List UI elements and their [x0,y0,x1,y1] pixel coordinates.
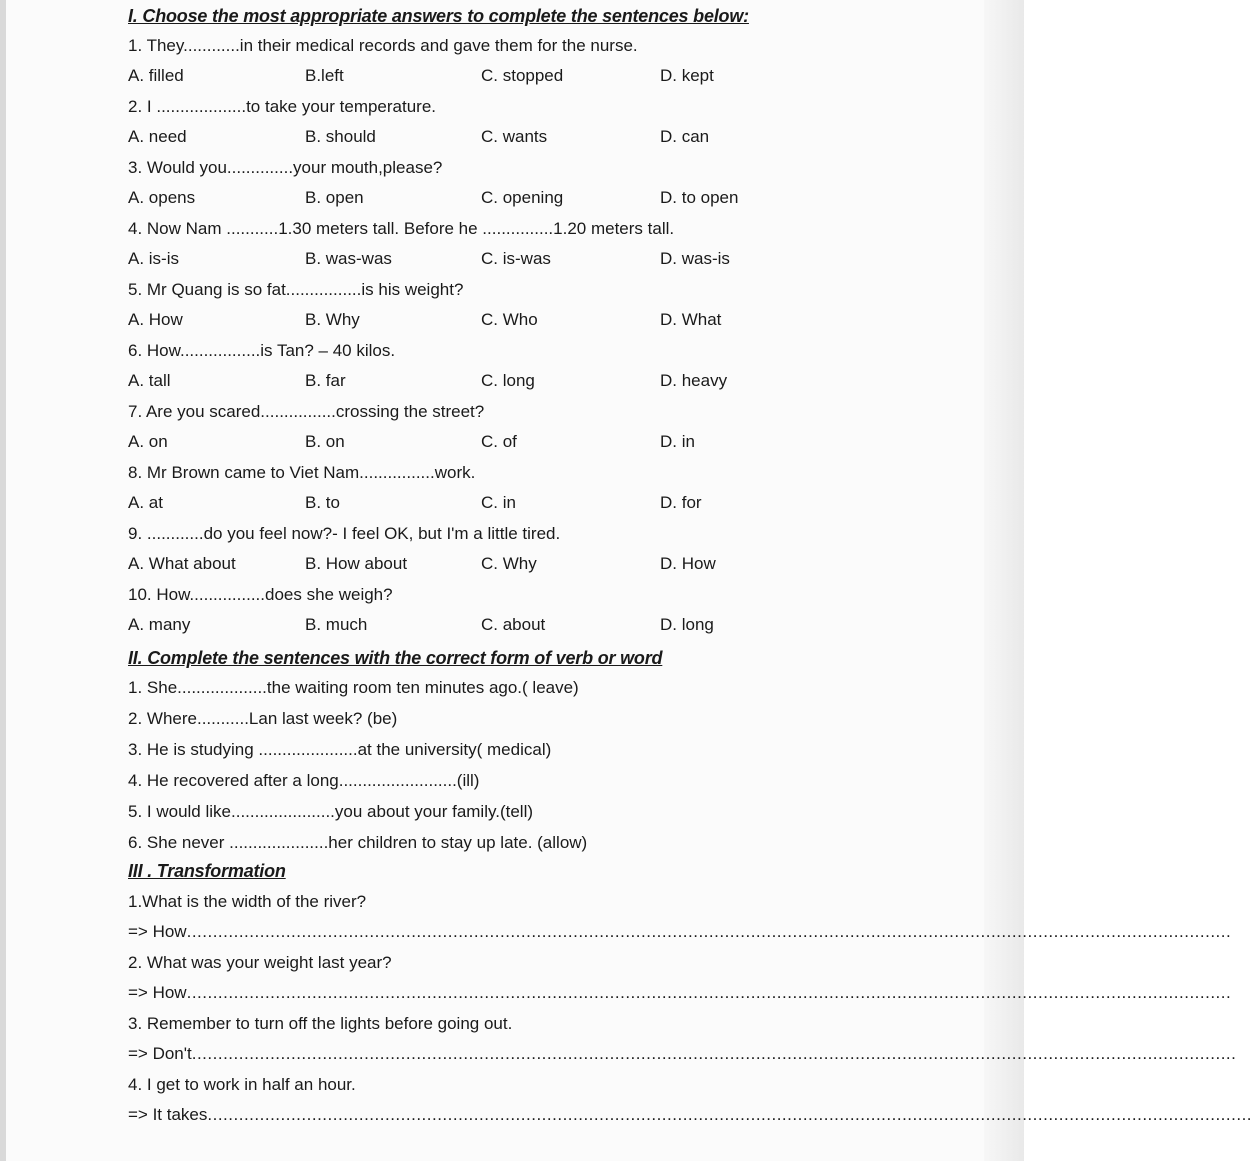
question-text: 9. ............do you feel now?- I feel OK, but I'm a little tired. [128,524,561,543]
answer-option: B.left [305,66,344,85]
answer-option: D. heavy [660,371,728,390]
answer-option: C. long [481,371,535,390]
answer-option: B. on [305,432,345,451]
answer-option: C. is-was [481,249,551,268]
page-left-edge [0,0,6,1161]
question-text: 5. Mr Quang is so fat................is his weight? [128,280,464,299]
transformation-question: 2. What was your weight last year? [128,953,392,972]
answer-option: B. How about [305,554,408,573]
answer-option: D. What [660,310,722,329]
answer-option: D. in [660,432,695,451]
answer-dots: ........................................................................................................................................................................................................ [186,922,1232,941]
answer-option: B. Why [305,310,360,329]
transformation-question: 4. I get to work in half an hour. [128,1075,356,1094]
answer-option: A. filled [128,66,184,85]
answer-option: B. to [305,493,340,512]
question-text: 1. They............in their medical records and gave them for the nurse. [128,36,638,55]
answer-option: A. at [128,493,163,512]
answer-option: B. open [305,188,364,207]
answer-option: B. far [305,371,346,390]
answer-option: C. opening [481,188,564,207]
fill-in-sentence: 1. She...................the waiting room ten minutes ago.( leave) [128,678,579,697]
answer-option: C. Who [481,310,538,329]
fill-in-sentence: 3. He is studying .....................at the university( medical) [128,740,552,759]
answer-option: A. opens [128,188,196,207]
fill-in-sentence: 4. He recovered after a long.........................(ill) [128,771,480,790]
answer-option: D. for [660,493,702,512]
question-text: 8. Mr Brown came to Viet Nam................work. [128,463,476,482]
question-text: 4. Now Nam ...........1.30 meters tall. Before he ...............1.20 meters tall. [128,219,675,238]
answer-option: C. in [481,493,516,512]
transformation-answer-line [128,922,1232,942]
answer-lead: => How [128,922,187,941]
answer-lead: => Don't [128,1044,192,1063]
answer-option: D. was-is [660,249,730,268]
section-1-heading: I. Choose the most appropriate answers to complete the sentences below: [128,6,749,26]
transformation-question: 3. Remember to turn off the lights before going out. [128,1014,513,1033]
answer-option: C. about [481,615,546,634]
fill-in-sentence: 6. She never .....................her children to stay up late. (allow) [128,833,588,852]
question-text: 7. Are you scared................crossing the street? [128,402,485,421]
answer-option: A. need [128,127,187,146]
answer-option: A. on [128,432,168,451]
answer-dots: ........................................................................................................................................................................................................ [186,983,1232,1002]
answer-dots: ........................................................................................................................................................................................................ [191,1044,1237,1063]
transformation-answer-line [128,983,1232,1003]
answer-option: A. is-is [128,249,179,268]
answer-option: C. stopped [481,66,564,85]
answer-option: B. was-was [305,249,392,268]
question-text: 3. Would you..............your mouth,please? [128,158,443,177]
answer-option: A. many [128,615,191,634]
answer-option: D. How [660,554,716,573]
answer-option: B. should [305,127,376,146]
transformation-answer-line [128,1105,1252,1125]
section-3-heading: III . Transformation [128,861,286,881]
answer-option: C. wants [481,127,548,146]
answer-option: D. kept [660,66,714,85]
answer-option: D. to open [660,188,739,207]
answer-option: B. much [305,615,368,634]
answer-lead: => How [128,983,187,1002]
answer-dots: ........................................................................................................................................................................................................ [207,1105,1252,1124]
transformation-answer-line [128,1044,1237,1064]
answer-option: C. Why [481,554,537,573]
answer-option: C. of [481,432,517,451]
answer-option: A. What about [128,554,236,573]
question-text: 2. I ...................to take your temperature. [128,97,437,116]
question-text: 6. How.................is Tan? – 40 kilos. [128,341,396,360]
answer-option: D. long [660,615,714,634]
answer-option: A. How [128,310,183,329]
question-text: 10. How................does she weigh? [128,585,393,604]
section-2-heading: II. Complete the sentences with the correct form of verb or word [128,648,663,668]
transformation-question: 1.What is the width of the river? [128,892,367,911]
fill-in-sentence: 5. I would like......................you about your family.(tell) [128,802,534,821]
answer-lead: => It takes [128,1105,208,1124]
answer-option: A. tall [128,371,171,390]
answer-option: D. can [660,127,710,146]
fill-in-sentence: 2. Where...........Lan last week? (be) [128,709,398,728]
